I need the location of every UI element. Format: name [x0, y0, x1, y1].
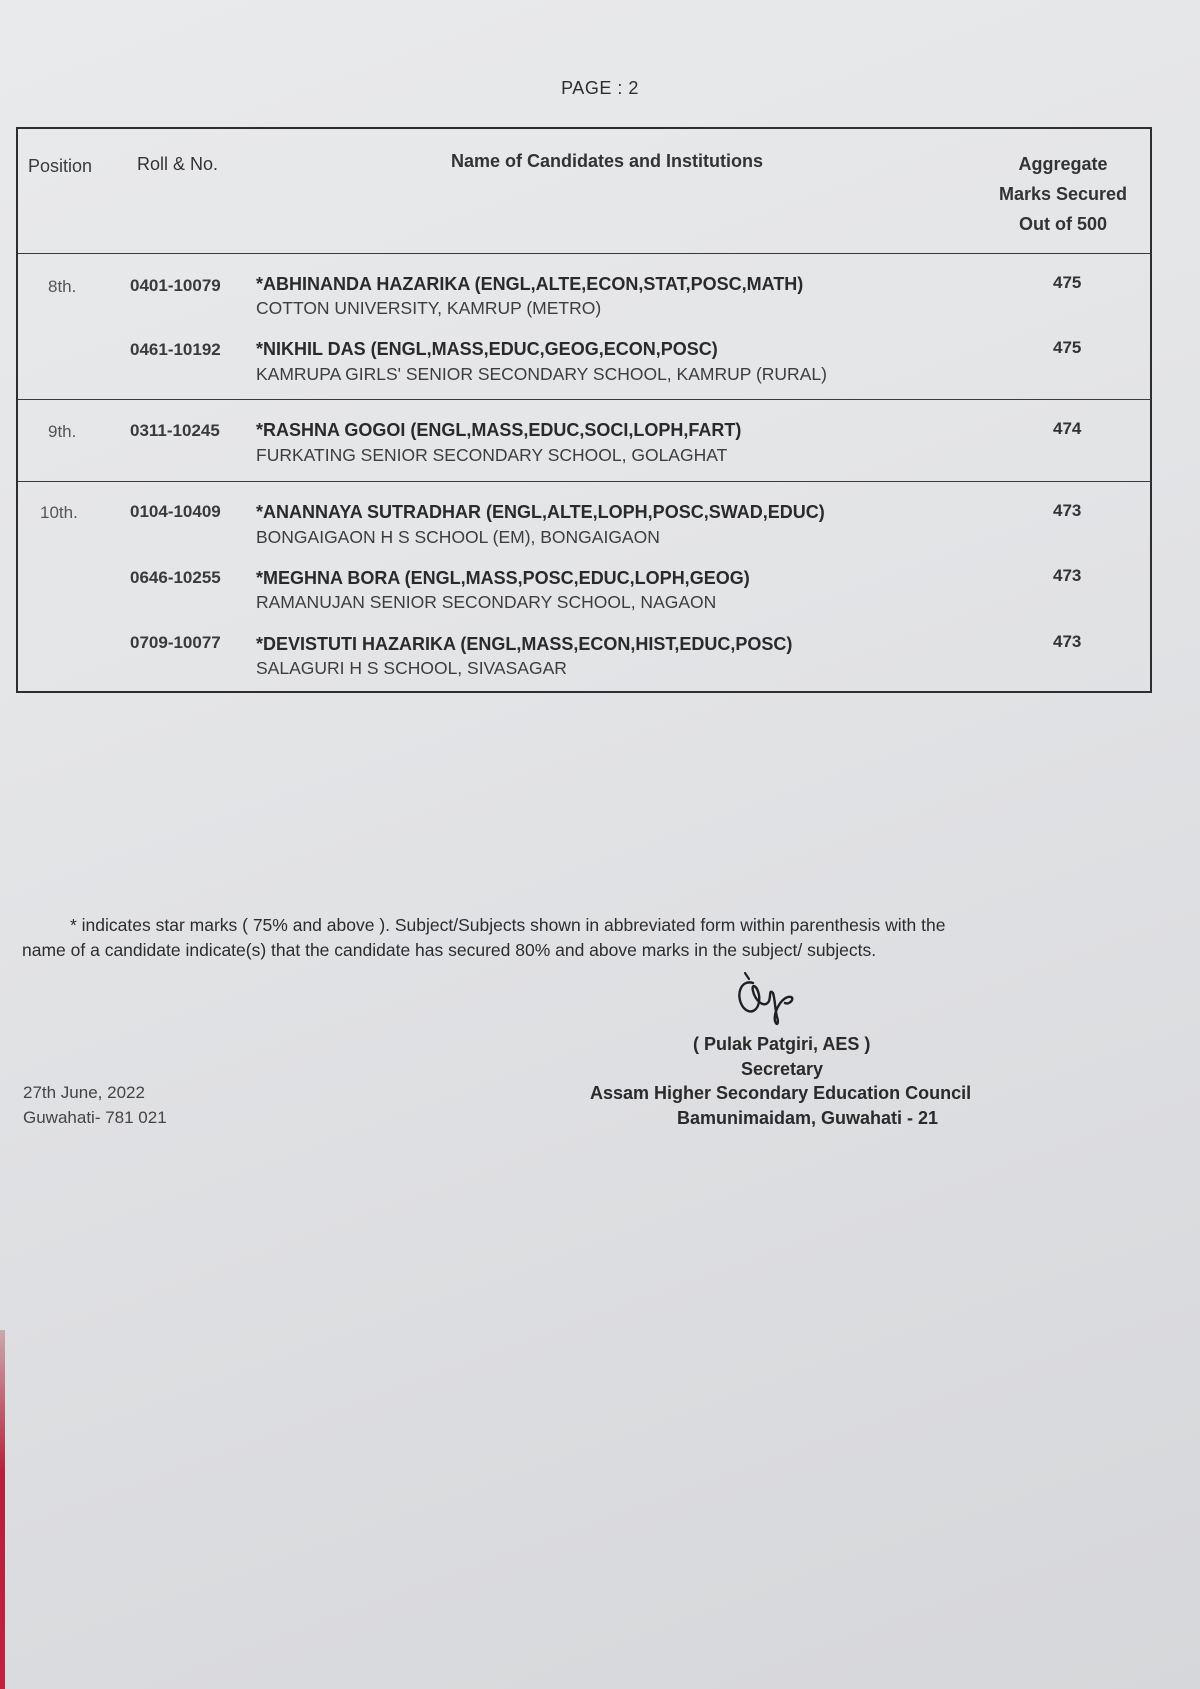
aggregate-marks: 473	[1053, 566, 1082, 585]
aggregate-marks: 475	[1053, 273, 1082, 292]
issue-place: Guwahati- 781 021	[23, 1108, 167, 1127]
institution-name: COTTON UNIVERSITY, KAMRUP (METRO)	[256, 298, 602, 318]
header-divider	[18, 253, 1151, 254]
group-divider	[18, 481, 1151, 482]
roll-number: 0104-10409	[130, 502, 221, 521]
position-label: 9th.	[48, 422, 77, 441]
aggregate-marks: 475	[1053, 338, 1082, 357]
aggregate-marks: 473	[1053, 632, 1082, 651]
candidate-name: *RASHNA GOGOI (ENGL,MASS,EDUC,SOCI,LOPH,FART)	[256, 420, 742, 440]
institution-name: RAMANUJAN SENIOR SECONDARY SCHOOL, NAGAON	[256, 592, 717, 612]
results-table	[16, 127, 1152, 693]
footnote-line1: * indicates star marks ( 75% and above ). Subject/Subjects shown in abbreviated form within parenthesis with the	[70, 915, 946, 935]
header-name: Name of Candidates and Institutions	[451, 151, 764, 171]
header-aggregate	[993, 149, 1133, 239]
candidate-name: *ABHINANDA HAZARIKA (ENGL,ALTE,ECON,STAT,POSC,MATH)	[256, 274, 804, 294]
signatory-organization: Assam Higher Secondary Education Council	[590, 1083, 972, 1103]
aggregate-marks: 474	[1053, 419, 1082, 438]
header-aggregate-line1: Aggregate	[1018, 154, 1108, 174]
aggregate-marks: 473	[1053, 501, 1082, 520]
institution-name: KAMRUPA GIRLS' SENIOR SECONDARY SCHOOL, KAMRUP (RURAL)	[256, 364, 827, 384]
page-edge-strip	[0, 1330, 5, 1689]
signatory-address: Bamunimaidam, Guwahati - 21	[677, 1108, 939, 1128]
roll-number: 0646-10255	[130, 568, 221, 587]
roll-number: 0401-10079	[130, 276, 221, 295]
candidate-name: *ANANNAYA SUTRADHAR (ENGL,ALTE,LOPH,POSC,SWAD,EDUC)	[256, 502, 825, 522]
candidate-name: *MEGHNA BORA (ENGL,MASS,POSC,EDUC,LOPH,GEOG)	[256, 568, 750, 588]
candidate-name: *DEVISTUTI HAZARIKA (ENGL,MASS,ECON,HIST,EDUC,POSC)	[256, 634, 793, 654]
roll-number: 0709-10077	[130, 633, 221, 652]
position-label: 8th.	[48, 277, 77, 296]
position-label: 10th.	[40, 503, 78, 522]
institution-name: FURKATING SENIOR SECONDARY SCHOOL, GOLAGHAT	[256, 445, 728, 465]
footnote	[22, 913, 1162, 963]
page-label: PAGE : 2	[561, 78, 639, 98]
signature-icon	[735, 965, 805, 1029]
signatory-name: ( Pulak Patgiri, AES )	[693, 1034, 871, 1054]
institution-name: SALAGURI H S SCHOOL, SIVASAGAR	[256, 658, 567, 678]
candidate-name: *NIKHIL DAS (ENGL,MASS,EDUC,GEOG,ECON,POSC)	[256, 339, 718, 359]
group-divider	[18, 399, 1151, 400]
footnote-line2: name of a candidate indicate(s) that the candidate has secured 80% and above marks in the subject/ subjects.	[22, 940, 877, 960]
signatory-title: Secretary	[741, 1059, 824, 1079]
issue-date: 27th June, 2022	[23, 1083, 145, 1102]
header-aggregate-line2: Marks Secured	[998, 184, 1128, 204]
roll-number: 0461-10192	[130, 340, 221, 359]
header-position: Position	[28, 156, 93, 176]
header-aggregate-line3: Out of 500	[1018, 214, 1107, 234]
institution-name: BONGAIGAON H S SCHOOL (EM), BONGAIGAON	[256, 527, 660, 547]
roll-number: 0311-10245	[130, 421, 220, 440]
header-roll: Roll & No.	[137, 154, 219, 174]
